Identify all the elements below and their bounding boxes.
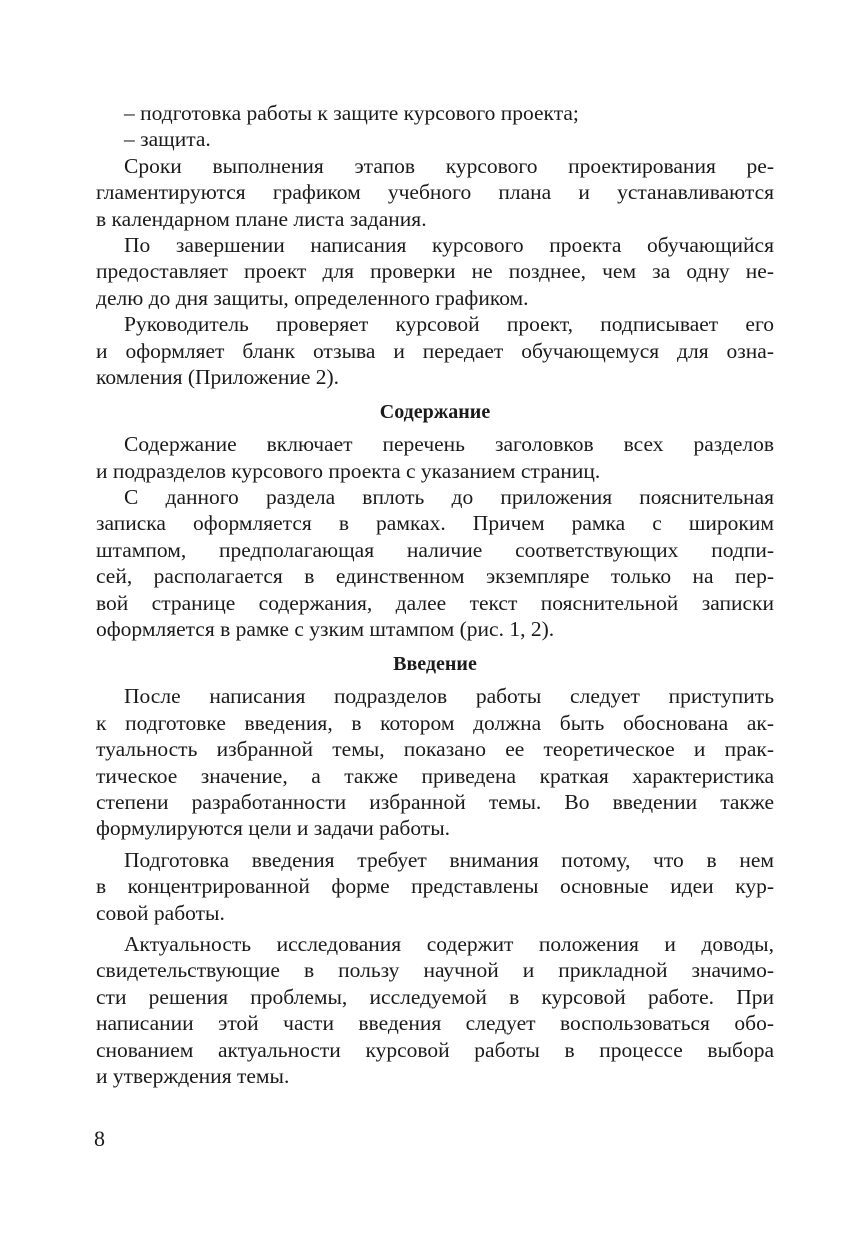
section-heading: Введение	[393, 653, 477, 676]
page-number: 8	[94, 1126, 105, 1151]
text-line: тическое значение, а также приведена краткая характеристика	[96, 763, 774, 788]
text-line: сти решения проблемы, исследуемой в курсовой работе. При	[96, 984, 774, 1009]
paragraph	[96, 683, 774, 841]
text-line: и подразделов курсового проекта с указанием страниц.	[96, 458, 601, 483]
text-line: Сроки выполнения этапов курсового проектирования ре-	[124, 153, 774, 178]
text-line: и оформляет бланк отзыва и передает обучающемуся для озна-	[96, 338, 774, 363]
text-line: Актуальность исследования содержит положения и доводы,	[124, 931, 774, 956]
text-line: Подготовка введения требует внимания потому, что в нем	[124, 847, 774, 872]
text-line: вой странице содержания, далее текст пояснительной записки	[96, 590, 774, 615]
paragraph	[96, 484, 774, 642]
text-line: записка оформляется в рамках. Причем рамка с широким	[96, 511, 774, 536]
text-line: штампом, предполагающая наличие соответствующих подпи-	[96, 537, 774, 562]
text-line: степени разработанности избранной темы. Во введении также	[96, 789, 774, 814]
text-line: комления (Приложение 2).	[96, 364, 340, 389]
text-line: к подготовке введения, в котором должна быть обоснована ак-	[96, 710, 774, 735]
text-line: и утверждения темы.	[96, 1063, 290, 1088]
paragraph	[96, 931, 774, 1089]
paragraph	[96, 847, 774, 926]
text-line: написании этой части введения следует воспользоваться обо-	[96, 1011, 774, 1036]
paragraph	[96, 232, 774, 311]
text-line: После написания подразделов работы следует приступить	[124, 684, 774, 709]
text-line: формулируются цели и задачи работы.	[96, 816, 451, 841]
text-line: С данного раздела вплоть до приложения пояснительная	[124, 485, 774, 510]
text-line: – подготовка работы к защите курсового проекта;	[124, 101, 579, 125]
text-line: в концентрированной форме представлены основные идеи кур-	[96, 874, 774, 899]
text-line: сей, располагается в единственном экземпляре только на пер-	[96, 564, 774, 589]
text-line: гламентируются графиком учебного плана и устанавливаются	[96, 180, 774, 205]
paragraph	[96, 100, 774, 126]
text-line: свидетельствующие в пользу научной и прикладной значимо-	[96, 958, 774, 983]
text-line: снованием актуальности курсовой работы в процессе выбора	[96, 1037, 774, 1062]
section-heading: Содержание	[379, 401, 491, 424]
text-line: По завершении написания курсового проекта обучающийся	[124, 232, 774, 257]
text-line: – защита.	[124, 127, 211, 152]
paragraph	[96, 431, 774, 484]
page-body	[96, 100, 774, 1089]
text-line: предоставляет проект для проверки не позднее, чем за одну не-	[96, 259, 774, 284]
text-line: в календарном плане листа задания.	[96, 206, 427, 231]
text-line: оформляется в рамке с узким штампом (рис. 1, 2).	[96, 617, 555, 642]
text-line: Руководитель проверяет курсовой проект, подписывает его	[124, 312, 774, 337]
text-line: туальность избранной темы, показано ее теоретическое и прак-	[96, 737, 774, 762]
paragraph	[96, 311, 774, 390]
text-line: делю до дня защиты, определенного графиком.	[96, 285, 529, 310]
text-line: совой работы.	[96, 900, 225, 925]
paragraph	[96, 126, 774, 152]
paragraph	[96, 153, 774, 232]
text-line: Содержание включает перечень заголовков всех разделов	[124, 432, 774, 457]
